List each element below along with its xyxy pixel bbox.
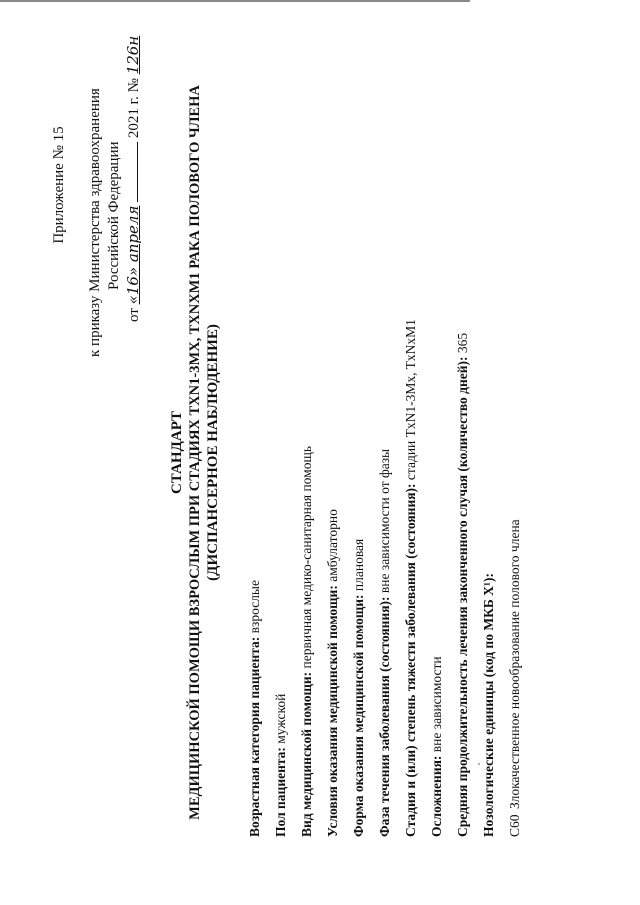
field-label: Осложнения: xyxy=(429,755,444,837)
appendix-number: Приложение № 15 xyxy=(51,126,67,244)
field-sex xyxy=(274,694,288,837)
field-label: Форма оказания медицинской помощи: xyxy=(351,594,366,837)
standard-subtitle: (ДИСПАНСЕРНОЕ НАБЛЮДЕНИЕ) xyxy=(205,324,221,581)
date-underline xyxy=(125,142,138,202)
appendix-ministry-line: Российской Федерации xyxy=(106,141,122,290)
icd-code: С60 xyxy=(507,814,522,837)
field-label: Средняя продолжительность лечения законченного случая (количество дней): xyxy=(455,356,470,837)
appendix-date-line xyxy=(125,36,142,322)
field-value: взрослые xyxy=(247,580,262,637)
field-nosology-header xyxy=(482,573,496,837)
field-age-category xyxy=(248,580,262,837)
nosology-row xyxy=(508,519,522,837)
field-value: стадии TxN1-3Mx, TxNxM1 xyxy=(403,319,418,484)
standard-heading: СТАНДАРТ xyxy=(169,410,185,495)
field-label: Условия оказания медицинской помощи: xyxy=(325,585,340,837)
field-label: Возрастная категория пациента: xyxy=(247,636,262,837)
field-value: плановая xyxy=(351,538,366,595)
field-label: Вид медицинской помощи: xyxy=(299,671,314,837)
field-stage xyxy=(404,319,418,837)
field-value: вне зависимости от фазы xyxy=(377,448,392,597)
field-label: Стадия и (или) степень тяжести заболевания (состояния): xyxy=(403,483,418,837)
field-label: Нозологические единицы (код по МКБ X¹): xyxy=(481,573,496,837)
field-duration xyxy=(456,333,470,837)
field-value: мужской xyxy=(273,693,288,748)
scan-speck xyxy=(478,763,480,765)
field-value: амбулаторно xyxy=(325,509,340,586)
field-value: 365 xyxy=(455,332,470,357)
field-disease-phase xyxy=(378,449,392,837)
field-care-type xyxy=(300,446,314,837)
appendix-order-line: к приказу Министерства здравоохранения xyxy=(87,88,103,357)
handwritten-order-number: 126н xyxy=(124,35,142,75)
field-care-form xyxy=(352,539,366,837)
field-value: вне зависимости xyxy=(429,656,444,756)
year-text: 2021 г. № xyxy=(126,78,142,139)
handwritten-date: «16» апреля xyxy=(124,205,142,305)
standard-title: МЕДИЦИНСКОЙ ПОМОЩИ ВЗРОСЛЫМ ПРИ СТАДИЯХ TXN1-3MX, TXNXM1 РАКА ПОЛОВОГО ЧЛЕНА xyxy=(187,85,203,820)
field-care-conditions xyxy=(326,509,340,837)
field-complications xyxy=(430,656,444,837)
field-label: Пол пациента: xyxy=(273,747,288,837)
field-label: Фаза течения заболевания (состояния): xyxy=(377,596,392,837)
field-value: первичная медико-санитарная помощь xyxy=(299,445,314,672)
date-prefix: от xyxy=(126,308,142,322)
icd-name: Злокачественное новообразование полового члена xyxy=(507,519,522,809)
